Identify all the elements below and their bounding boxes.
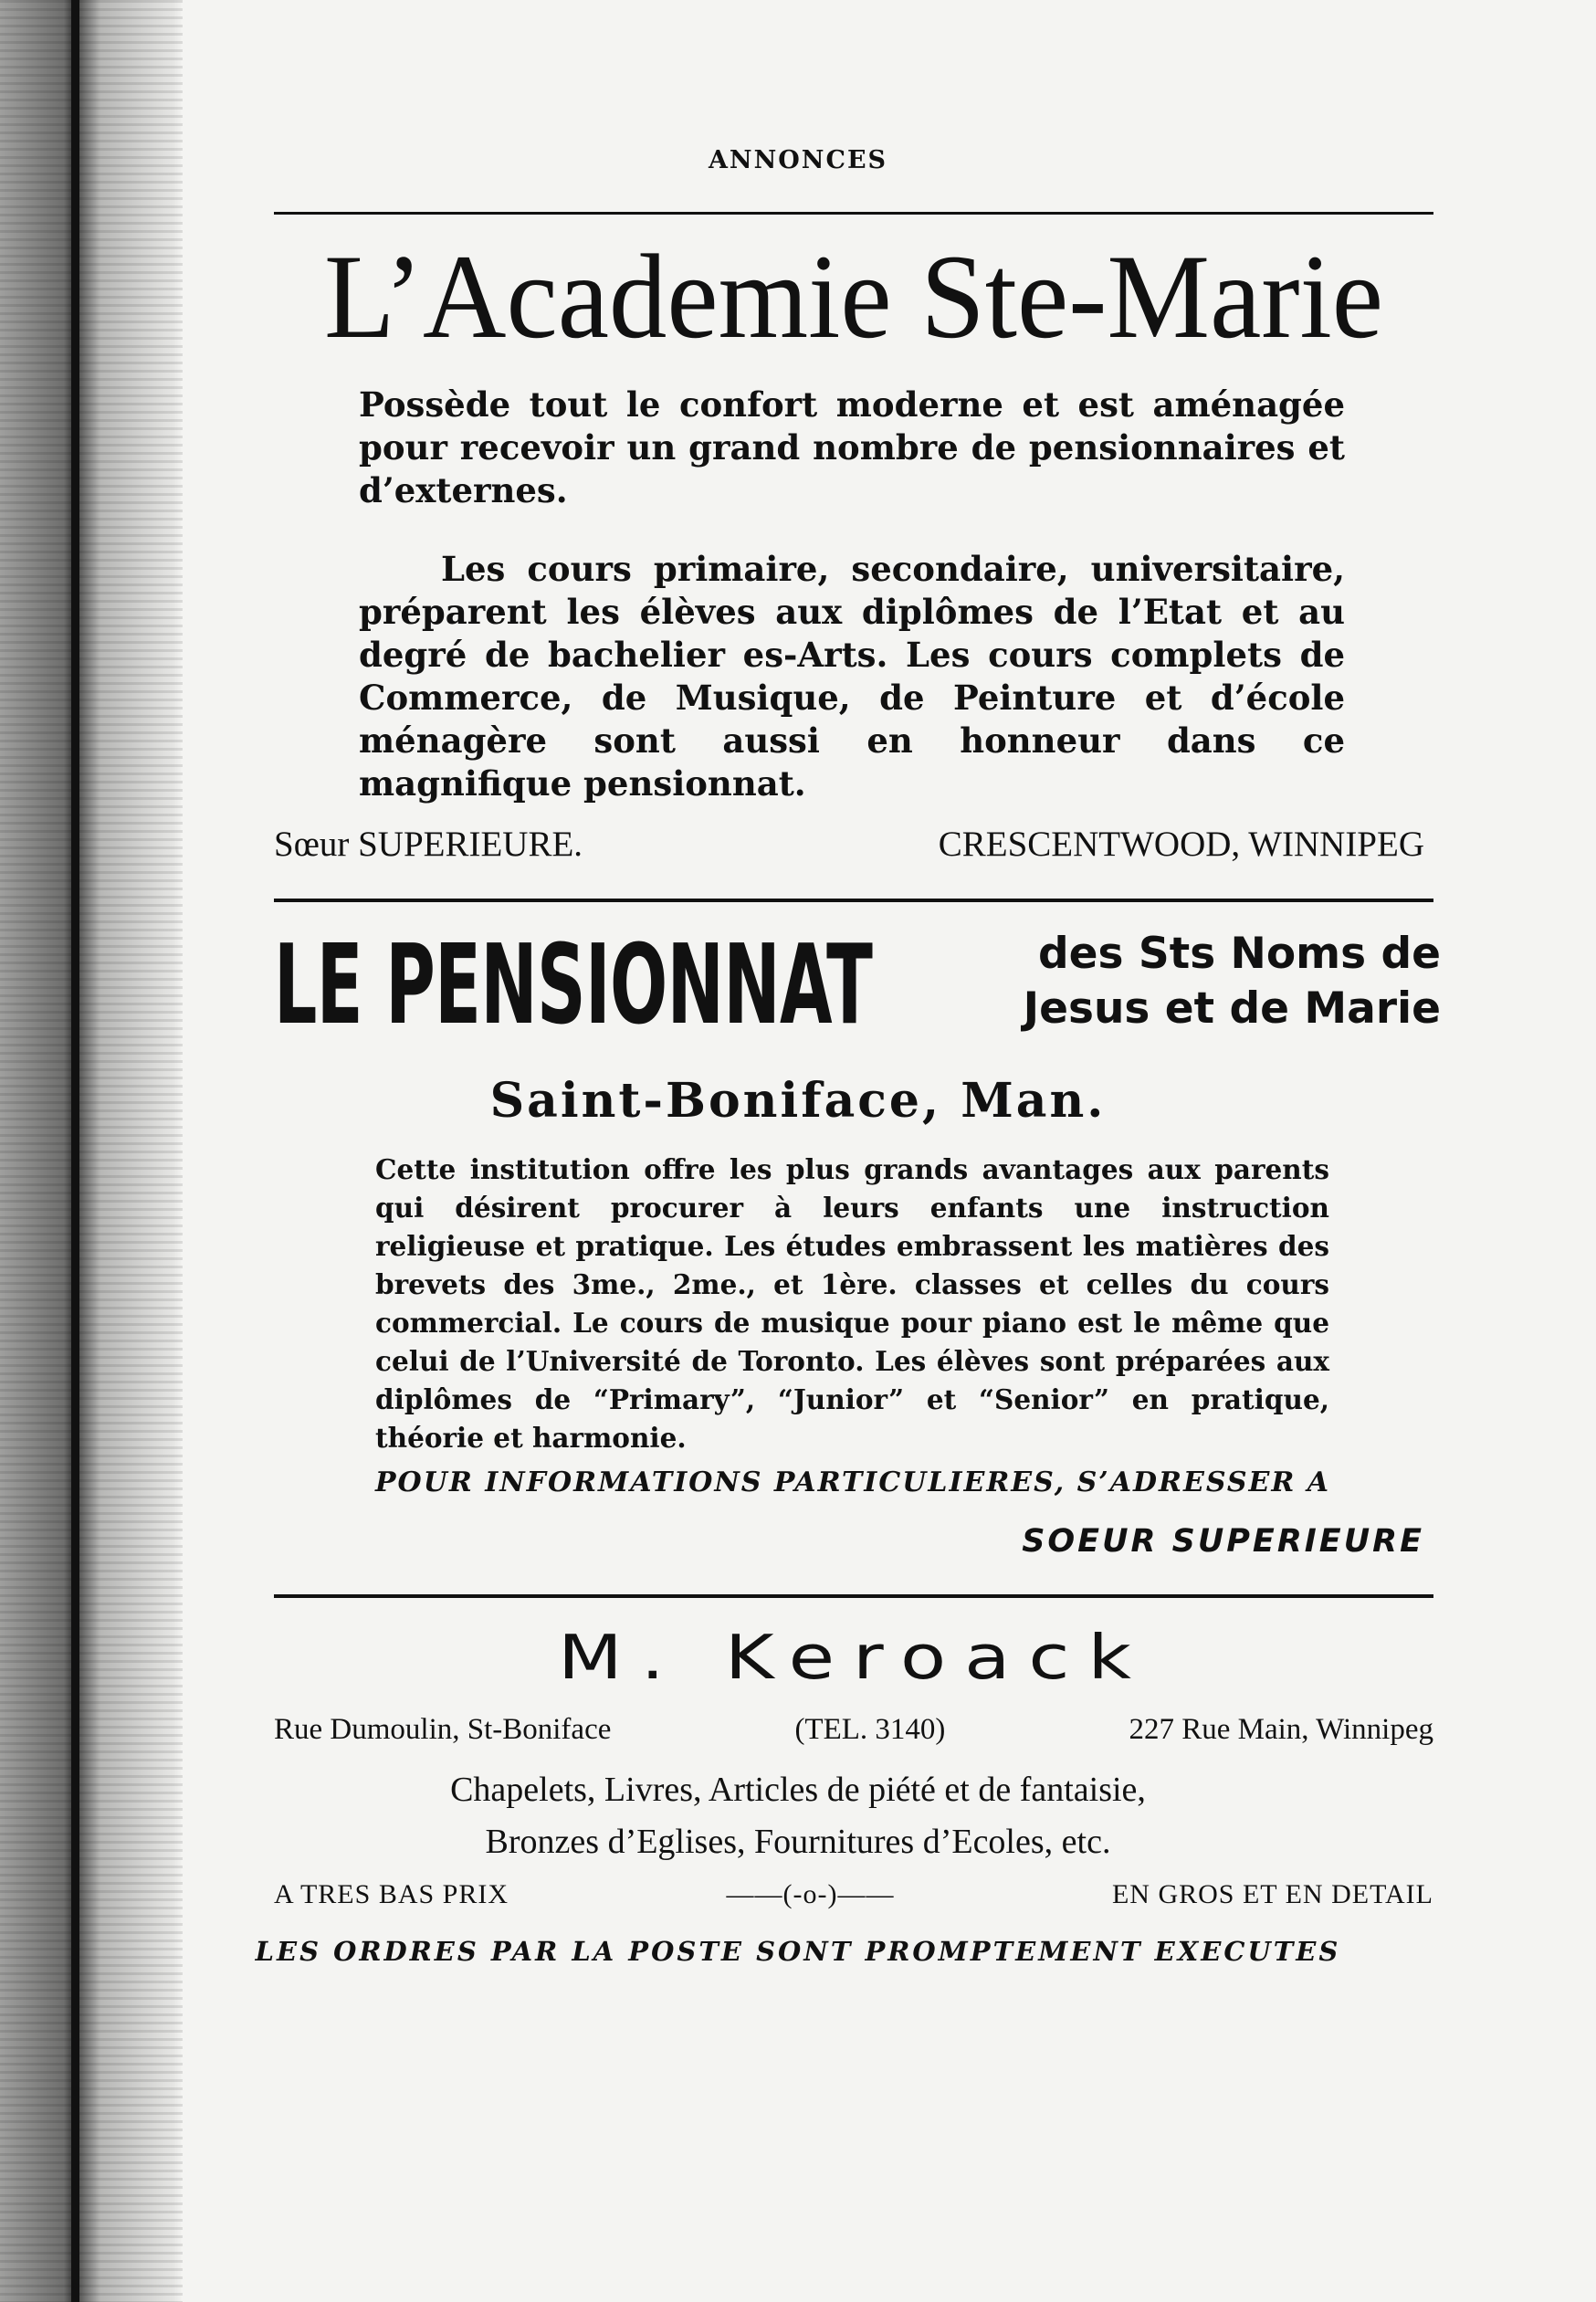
keroack-line-2: Bronzes d’Eglises, Fournitures d’Ecoles, etc. (485, 1823, 1111, 1861)
keroack-address-right: 227 Rue Main, Winnipeg (1129, 1713, 1433, 1746)
keroack-orders: LES ORDRES PAR LA POSTE SONT PROMPTEMENT EXECUTES (255, 1936, 1341, 1967)
keroack-title: M. Keroack (558, 1622, 1150, 1694)
academie-signature-left: Sœur SUPERIEURE. (274, 825, 583, 864)
keroack-phone: (TEL. 3140) (794, 1713, 946, 1746)
academie-paragraph-2: Les cours primaire, secondaire, universitaire, préparent les élèves aux diplômes de l’Etat et au degré de bachelier es-Arts. Les cours complets de Commerce, de Musique, de Peinture et d’école ménagère sont aussi en honneur dans ce magnifique pensionnat. (359, 549, 1345, 804)
divider-pensionnat (274, 1594, 1433, 1598)
pensionnat-subtitle-line-1: des Sts Noms de (1038, 929, 1441, 979)
pensionnat-location: Saint-Boniface, Man. (489, 1073, 1107, 1129)
keroack-address-left: Rue Dumoulin, St-Boniface (274, 1713, 612, 1746)
keroack-address-row (274, 1713, 1433, 1747)
keroack-separator: ——(-o-)—— (726, 1879, 895, 1909)
pensionnat-subtitle (1012, 927, 1441, 1036)
pensionnat-body: Cette institution offre les plus grands avantages aux parents qui désirent procurer à leurs enfants une instruction religieuse et pratique. Les études embrassent les matières des brevets des 3me., 2me., et 1ère. classes et celles du cours commercial. Le cours de musique pour piano est le même que celui de l’Université de Toronto. Les élèves sont préparées aux diplômes de “Primary”, “Junior” et “Senior” en pratique, théorie et harmonie. (375, 1153, 1329, 1454)
keroack-price-left: A TRES BAS PRIX (274, 1879, 509, 1909)
academie-signature-right: CRESCENTWOOD, WINNIPEG (938, 825, 1424, 864)
academie-paragraph-1: Possède tout le confort moderne et est aménagée pour recevoir un grand nombre de pensionnaires et d’externes. (359, 384, 1345, 510)
keroack-price-row (274, 1879, 1433, 1910)
page-header: ANNONCES (708, 146, 888, 174)
keroack-price-right: EN GROS ET EN DETAIL (1111, 1879, 1433, 1909)
pensionnat-title: LE PENSIONNAT (274, 922, 873, 1049)
pensionnat-contact: SOEUR SUPERIEURE (1022, 1523, 1424, 1560)
divider-top (274, 212, 1433, 215)
academie-title: L’Academie Ste-Marie (324, 229, 1383, 363)
keroack-line-1: Chapelets, Livres, Articles de piété et de fantaisie, (450, 1771, 1146, 1809)
pensionnat-info: POUR INFORMATIONS PARTICULIERES, S’ADRESSER A (375, 1466, 1331, 1498)
divider-academie (274, 899, 1433, 902)
pensionnat-subtitle-line-2: Jesus et de Marie (1023, 983, 1441, 1034)
